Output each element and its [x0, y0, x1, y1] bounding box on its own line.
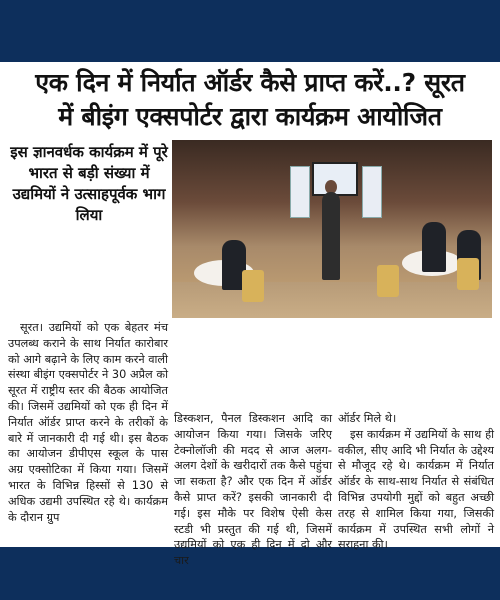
banquet-chair [457, 258, 479, 290]
carpet-floor [172, 282, 492, 318]
lead-section [0, 136, 500, 314]
body-column-2 [174, 411, 332, 569]
banquet-chair [377, 265, 399, 297]
body-paragraph: सूरत। उद्यमियों को एक बेहतर मंच उपलब्ध कराने के साथ निर्यात कारोबार को आगे बढ़ाने के लिए काम करने वाली संस्था बीइंग एक्सपोर्टर ने 30 अप्रैल को सूरत में राष्ट्रीय स्तर की बैठक आयोजित की। जिसमें उद्यमियों को एक ही दिन में निर्यात ऑर्डर प्राप्त करने के तरीकों के बारे में जानकारी दी गई थी। इस बैठक का आयोजन डीपीएस स्कूल के पास अग्र एक्सोटिका में किया गया। जिसमें भारत के विभिन्न हिस्सों से 130 से अधिक उद्यमी उपस्थित रहे थे। कार्यक्रम के दौरान ग्रुप [8, 321, 168, 524]
newspaper-clipping [0, 62, 500, 568]
banquet-chair [242, 270, 264, 302]
body-paragraph: इस कार्यक्रम में उद्यमियों के साथ ही वकील, सीए आदि भी निर्यात के उद्देश्य से मौजूद रहे थे। कार्यक्रम में निर्यात ऑर्डर के साथ-साथ निर्यात से संबंधित विभिन्न उपयोगी मुद्दों को बहुत अच्छी तरह से शामिल किया गया, जिसकी कार्यक्रम में उपस्थित सभी लोगों ने सराहना की। [338, 427, 494, 552]
headline-line-1: एक दिन में निर्यात ऑर्डर कैसे प्राप्त करें..? सूरत [35, 68, 465, 97]
headline-line-2: में बीइंग एक्सपोर्टर द्वारा कार्यक्रम आयोजित [58, 102, 442, 131]
subheadline: इस ज्ञानवर्धक कार्यक्रम में पूरे भारत से बड़ी संख्या में उद्यमियों ने उत्साहपूर्वक भाग लिया [10, 143, 168, 224]
standee-banner [362, 166, 382, 218]
attendee [422, 222, 446, 272]
body-paragraph: ऑर्डर मिले थे। [338, 412, 397, 425]
body-column-3 [338, 411, 494, 553]
body-paragraph: डिस्कशन, पैनल डिस्कशन आदि का आयोजन किया गया। जिसके जरिए टेक्नोलॉजी की मदद से आज अलग-अलग देशों के खरीदारों तक कैसे पहुंचा जा सकता है? और एक दिन में ऑर्डर कैसे प्राप्त करें? इसकी जानकारी दी गई। इस मौके पर विशेष ऐसी केस स्टडी भी प्रस्तुत की गई थी, जिसमें उद्यमियों को एक ही दिन में दो और चार [174, 412, 332, 568]
headline [0, 62, 500, 134]
speaker-figure [322, 192, 340, 280]
standee-banner [290, 166, 310, 218]
body-column-1 [8, 320, 168, 525]
event-photo [172, 140, 492, 318]
